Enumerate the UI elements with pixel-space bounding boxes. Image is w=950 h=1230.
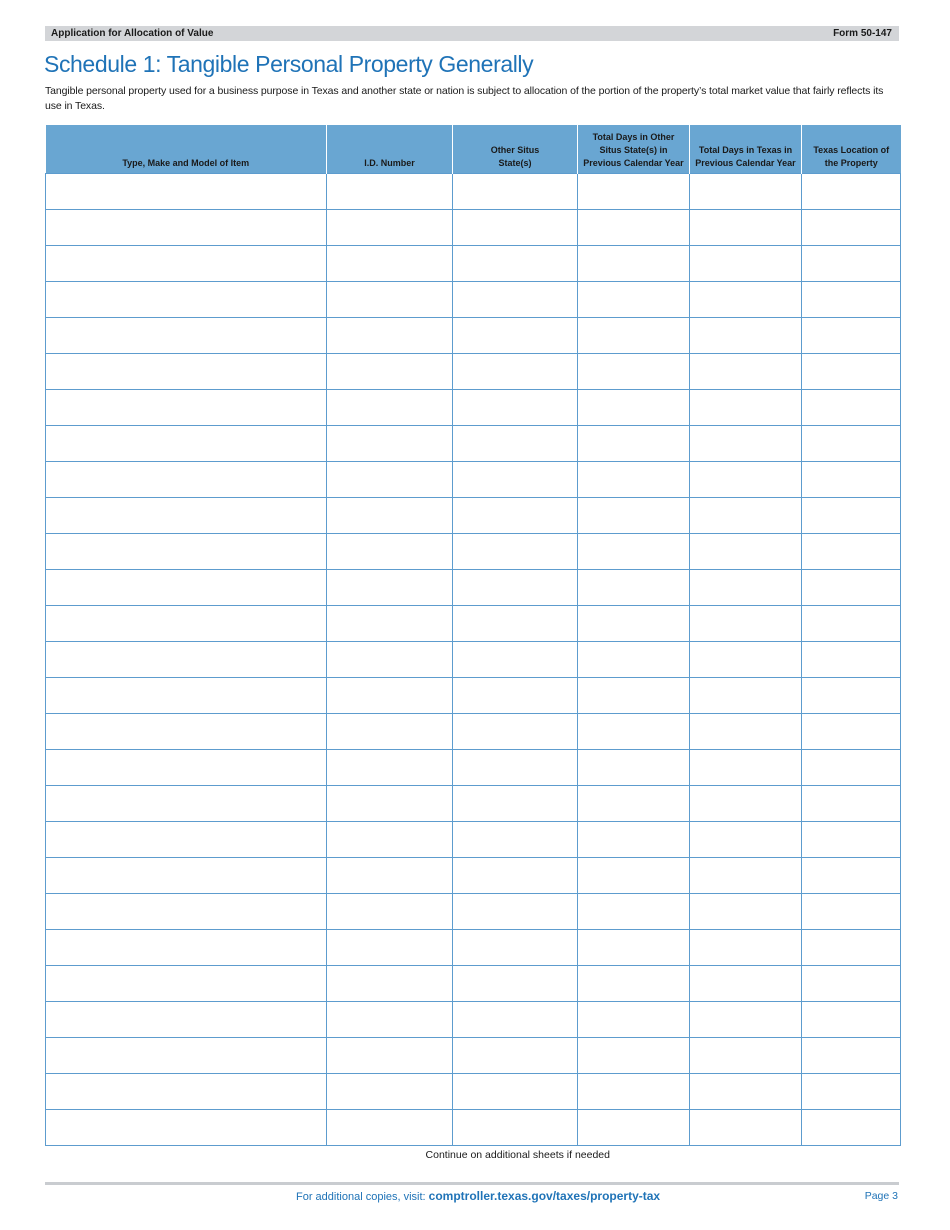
days-texas-cell[interactable] [690, 1038, 802, 1074]
texas-location-cell[interactable] [802, 642, 901, 678]
type-make-model-cell[interactable] [46, 1038, 327, 1074]
type-make-model-cell[interactable] [46, 930, 327, 966]
type-make-model-cell[interactable] [46, 822, 327, 858]
id-number-cell[interactable] [327, 210, 453, 246]
continue-note: Continue on additional sheets if needed [425, 1149, 610, 1161]
type-make-model-cell[interactable] [46, 462, 327, 498]
days-texas-cell[interactable] [690, 498, 802, 534]
texas-location-cell[interactable] [802, 1110, 901, 1146]
days-texas-cell[interactable] [690, 246, 802, 282]
days-texas-cell[interactable] [690, 174, 802, 210]
id-number-cell[interactable] [327, 354, 453, 390]
table-row [46, 174, 901, 210]
texas-location-cell[interactable] [802, 966, 901, 1002]
id-number-cell[interactable] [327, 570, 453, 606]
texas-location-cell[interactable] [802, 174, 901, 210]
days-texas-cell[interactable] [690, 786, 802, 822]
type-make-model-cell[interactable] [46, 966, 327, 1002]
other-situs-states-cell[interactable] [453, 966, 578, 1002]
days-texas-cell[interactable] [690, 858, 802, 894]
type-make-model-cell[interactable] [46, 570, 327, 606]
days-other-situs-cell[interactable] [578, 642, 690, 678]
other-situs-states-cell[interactable] [453, 282, 578, 318]
id-number-cell[interactable] [327, 1110, 453, 1146]
type-make-model-cell[interactable] [46, 1110, 327, 1146]
days-other-situs-cell[interactable] [578, 858, 690, 894]
other-situs-states-cell[interactable] [453, 1038, 578, 1074]
days-other-situs-cell[interactable] [578, 282, 690, 318]
comptroller-link[interactable]: comptroller.texas.gov/taxes/property-tax [428, 1189, 661, 1203]
type-make-model-cell[interactable] [46, 714, 327, 750]
days-texas-cell[interactable] [690, 966, 802, 1002]
type-make-model-cell[interactable] [46, 390, 327, 426]
other-situs-states-cell[interactable] [453, 534, 578, 570]
texas-location-cell[interactable] [802, 678, 901, 714]
other-situs-states-cell[interactable] [453, 390, 578, 426]
texas-location-cell[interactable] [802, 1038, 901, 1074]
id-number-cell[interactable] [327, 246, 453, 282]
id-number-cell[interactable] [327, 498, 453, 534]
days-other-situs-cell[interactable] [578, 1002, 690, 1038]
form-header-bar [45, 26, 899, 41]
table-row [46, 930, 901, 966]
table-row [46, 606, 901, 642]
copies-prefix: For additional copies, visit: [296, 1191, 429, 1203]
type-make-model-cell[interactable] [46, 498, 327, 534]
days-texas-cell[interactable] [690, 390, 802, 426]
type-make-model-cell[interactable] [46, 534, 327, 570]
footer-divider [45, 1182, 899, 1185]
id-number-cell[interactable] [327, 1074, 453, 1110]
other-situs-states-cell[interactable] [453, 1074, 578, 1110]
other-situs-states-cell[interactable] [453, 462, 578, 498]
type-make-model-cell[interactable] [46, 786, 327, 822]
days-texas-cell[interactable] [690, 1002, 802, 1038]
other-situs-states-cell[interactable] [453, 894, 578, 930]
table-row [46, 894, 901, 930]
days-texas-cell[interactable] [690, 282, 802, 318]
table-row [46, 390, 901, 426]
form-number: Form 50-147 [833, 28, 892, 39]
type-make-model-cell[interactable] [46, 174, 327, 210]
type-make-model-cell[interactable] [46, 894, 327, 930]
texas-location-cell[interactable] [802, 750, 901, 786]
table-row [46, 1002, 901, 1038]
days-texas-cell[interactable] [690, 462, 802, 498]
other-situs-states-cell[interactable] [453, 570, 578, 606]
schedule-title: Schedule 1: Tangible Personal Property Generally [44, 51, 534, 77]
days-other-situs-cell[interactable] [578, 174, 690, 210]
id-number-cell[interactable] [327, 858, 453, 894]
type-make-model-cell[interactable] [46, 1074, 327, 1110]
days-other-situs-cell[interactable] [578, 462, 690, 498]
other-situs-states-cell[interactable] [453, 1002, 578, 1038]
id-number-cell[interactable] [327, 426, 453, 462]
other-situs-states-cell[interactable] [453, 642, 578, 678]
texas-location-cell[interactable] [802, 354, 901, 390]
days-texas-cell[interactable] [690, 1110, 802, 1146]
other-situs-states-cell[interactable] [453, 714, 578, 750]
texas-location-cell[interactable] [802, 714, 901, 750]
id-number-cell[interactable] [327, 714, 453, 750]
table-row [46, 1110, 901, 1146]
id-number-cell[interactable] [327, 966, 453, 1002]
days-other-situs-cell[interactable] [578, 1074, 690, 1110]
days-texas-cell[interactable] [690, 894, 802, 930]
id-number-cell[interactable] [327, 642, 453, 678]
id-number-cell[interactable] [327, 390, 453, 426]
schedule-description: Tangible personal property used for a business purpose in Texas and another state or nation is subject to allocation of the portion of the property’s total market value that fairly reflects its use in Texas. [45, 85, 884, 112]
other-situs-states-cell[interactable] [453, 426, 578, 462]
other-situs-states-cell[interactable] [453, 210, 578, 246]
id-number-cell[interactable] [327, 318, 453, 354]
table-row [46, 570, 901, 606]
table-row [46, 426, 901, 462]
type-make-model-cell[interactable] [46, 606, 327, 642]
texas-location-cell[interactable] [802, 822, 901, 858]
days-other-situs-cell[interactable] [578, 678, 690, 714]
table-row [46, 858, 901, 894]
type-make-model-cell[interactable] [46, 318, 327, 354]
texas-location-cell[interactable] [802, 282, 901, 318]
days-other-situs-cell[interactable] [578, 498, 690, 534]
id-number-cell[interactable] [327, 1038, 453, 1074]
column-header-days-texas: Total Days in Texas in Previous Calendar Year [690, 125, 802, 174]
days-other-situs-cell[interactable] [578, 318, 690, 354]
texas-location-cell[interactable] [802, 570, 901, 606]
texas-location-cell[interactable] [802, 786, 901, 822]
days-texas-cell[interactable] [690, 534, 802, 570]
other-situs-states-cell[interactable] [453, 750, 578, 786]
table-row [46, 714, 901, 750]
type-make-model-cell[interactable] [46, 1002, 327, 1038]
table-row [46, 822, 901, 858]
table-body [46, 174, 901, 1146]
days-texas-cell[interactable] [690, 354, 802, 390]
texas-location-cell[interactable] [802, 390, 901, 426]
other-situs-states-cell[interactable] [453, 606, 578, 642]
other-situs-states-cell[interactable] [453, 318, 578, 354]
days-other-situs-cell[interactable] [578, 966, 690, 1002]
texas-location-cell[interactable] [802, 858, 901, 894]
table-row [46, 678, 901, 714]
days-other-situs-cell[interactable] [578, 570, 690, 606]
table-header-row [46, 125, 901, 174]
table-row [46, 246, 901, 282]
days-other-situs-cell[interactable] [578, 354, 690, 390]
id-number-cell[interactable] [327, 930, 453, 966]
id-number-cell[interactable] [327, 174, 453, 210]
type-make-model-cell[interactable] [46, 642, 327, 678]
column-header-type-make-model: Type, Make and Model of Item [46, 125, 327, 174]
table-row [46, 210, 901, 246]
other-situs-states-cell[interactable] [453, 822, 578, 858]
days-other-situs-cell[interactable] [578, 822, 690, 858]
column-header-id-number: I.D. Number [327, 125, 453, 174]
days-other-situs-cell[interactable] [578, 750, 690, 786]
table-row [46, 1038, 901, 1074]
days-texas-cell[interactable] [690, 750, 802, 786]
texas-location-cell[interactable] [802, 534, 901, 570]
days-other-situs-cell[interactable] [578, 426, 690, 462]
days-other-situs-cell[interactable] [578, 714, 690, 750]
other-situs-states-cell[interactable] [453, 930, 578, 966]
type-make-model-cell[interactable] [46, 246, 327, 282]
other-situs-states-cell[interactable] [453, 246, 578, 282]
other-situs-states-cell[interactable] [453, 1110, 578, 1146]
table-row [46, 1074, 901, 1110]
days-texas-cell[interactable] [690, 318, 802, 354]
texas-location-cell[interactable] [802, 318, 901, 354]
table-row [46, 786, 901, 822]
days-other-situs-cell[interactable] [578, 390, 690, 426]
days-other-situs-cell[interactable] [578, 786, 690, 822]
page-number: Page 3 [864, 1190, 898, 1202]
texas-location-cell[interactable] [802, 894, 901, 930]
type-make-model-cell[interactable] [46, 354, 327, 390]
other-situs-states-cell[interactable] [453, 498, 578, 534]
days-texas-cell[interactable] [690, 1074, 802, 1110]
id-number-cell[interactable] [327, 786, 453, 822]
id-number-cell[interactable] [327, 282, 453, 318]
id-number-cell[interactable] [327, 534, 453, 570]
type-make-model-cell[interactable] [46, 858, 327, 894]
other-situs-states-cell[interactable] [453, 678, 578, 714]
other-situs-states-cell[interactable] [453, 354, 578, 390]
days-texas-cell[interactable] [690, 426, 802, 462]
id-number-cell[interactable] [327, 462, 453, 498]
texas-location-cell[interactable] [802, 210, 901, 246]
days-other-situs-cell[interactable] [578, 894, 690, 930]
table-row [46, 498, 901, 534]
days-texas-cell[interactable] [690, 678, 802, 714]
column-header-days-other-situs: Total Days in Other Situs State(s) in Previous Calendar Year [578, 125, 690, 174]
other-situs-states-cell[interactable] [453, 174, 578, 210]
days-other-situs-cell[interactable] [578, 534, 690, 570]
texas-location-cell[interactable] [802, 930, 901, 966]
texas-location-cell[interactable] [802, 246, 901, 282]
table-row [46, 354, 901, 390]
texas-location-cell[interactable] [802, 606, 901, 642]
days-texas-cell[interactable] [690, 606, 802, 642]
other-situs-states-cell[interactable] [453, 786, 578, 822]
table-row [46, 462, 901, 498]
texas-location-cell[interactable] [802, 1074, 901, 1110]
type-make-model-cell[interactable] [46, 426, 327, 462]
table-row [46, 318, 901, 354]
id-number-cell[interactable] [327, 822, 453, 858]
texas-location-cell[interactable] [802, 426, 901, 462]
texas-location-cell[interactable] [802, 1002, 901, 1038]
days-other-situs-cell[interactable] [578, 606, 690, 642]
days-texas-cell[interactable] [690, 930, 802, 966]
type-make-model-cell[interactable] [46, 750, 327, 786]
form-title: Application for Allocation of Value [51, 28, 214, 39]
table-row [46, 966, 901, 1002]
type-make-model-cell[interactable] [46, 210, 327, 246]
id-number-cell[interactable] [327, 678, 453, 714]
table-row [46, 534, 901, 570]
additional-copies-text [296, 1189, 660, 1203]
property-table [45, 125, 901, 1146]
days-texas-cell[interactable] [690, 822, 802, 858]
days-texas-cell[interactable] [690, 210, 802, 246]
days-other-situs-cell[interactable] [578, 1110, 690, 1146]
id-number-cell[interactable] [327, 1002, 453, 1038]
days-other-situs-cell[interactable] [578, 246, 690, 282]
texas-location-cell[interactable] [802, 498, 901, 534]
type-make-model-cell[interactable] [46, 678, 327, 714]
id-number-cell[interactable] [327, 606, 453, 642]
other-situs-states-cell[interactable] [453, 858, 578, 894]
table-row [46, 282, 901, 318]
id-number-cell[interactable] [327, 750, 453, 786]
type-make-model-cell[interactable] [46, 282, 327, 318]
column-header-texas-location: Texas Location of the Property [802, 125, 901, 174]
days-other-situs-cell[interactable] [578, 210, 690, 246]
id-number-cell[interactable] [327, 894, 453, 930]
days-texas-cell[interactable] [690, 570, 802, 606]
column-header-other-situs-states: Other Situs State(s) [453, 125, 578, 174]
table-row [46, 642, 901, 678]
table-row [46, 750, 901, 786]
texas-location-cell[interactable] [802, 462, 901, 498]
days-texas-cell[interactable] [690, 714, 802, 750]
days-other-situs-cell[interactable] [578, 930, 690, 966]
days-other-situs-cell[interactable] [578, 1038, 690, 1074]
days-texas-cell[interactable] [690, 642, 802, 678]
